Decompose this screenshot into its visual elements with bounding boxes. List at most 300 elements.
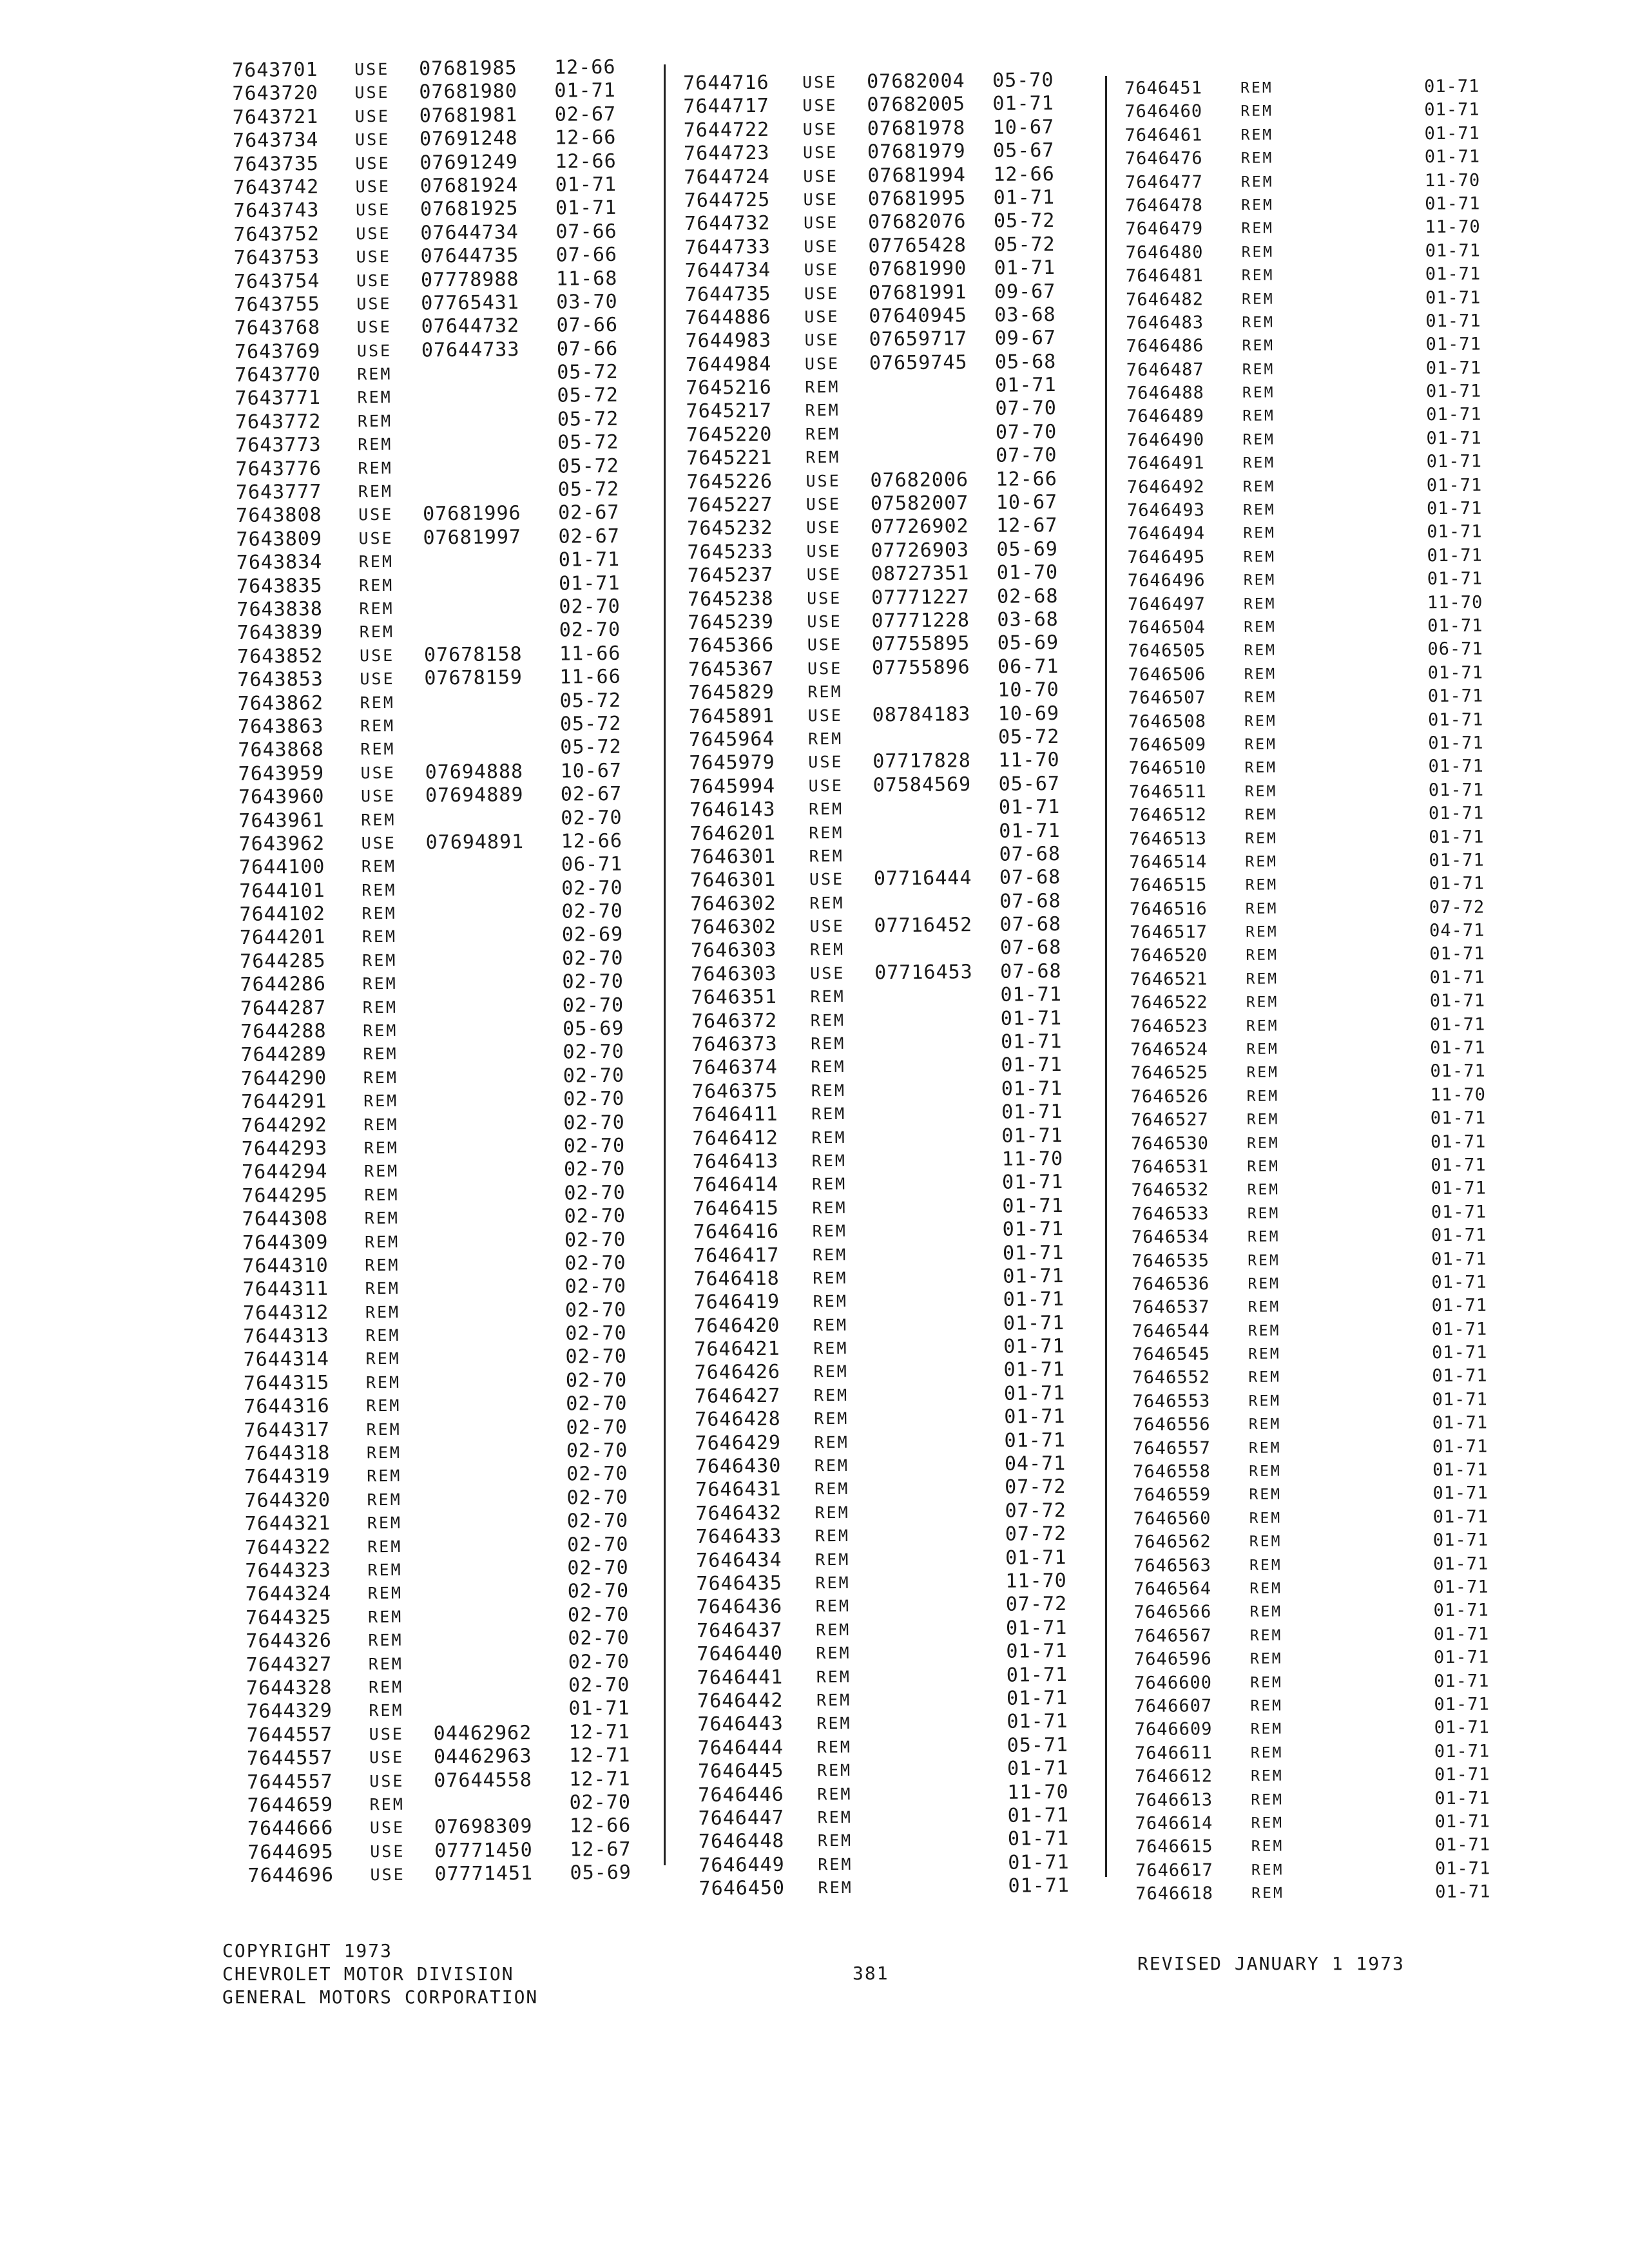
part-row — [684, 209, 1097, 236]
part-row — [1128, 731, 1541, 757]
change-date: 05-72 — [557, 431, 619, 454]
part-row — [1131, 1130, 1543, 1156]
change-date: 01-71 — [1434, 1694, 1490, 1715]
change-date: 01-71 — [1433, 1600, 1489, 1621]
part-number: 7644100 — [238, 856, 325, 879]
change-date: 02-70 — [561, 876, 623, 900]
part-number: 7643769 — [234, 340, 321, 363]
change-date: 01-71 — [1431, 1225, 1487, 1246]
part-number: 7646513 — [1129, 828, 1208, 849]
change-date: 11-70 — [1425, 216, 1481, 238]
part-number: 7646435 — [696, 1571, 783, 1595]
part-status: REM — [1248, 1392, 1282, 1410]
part-number: 7646516 — [1129, 898, 1208, 919]
part-status: REM — [361, 880, 397, 899]
part-number: 7644717 — [683, 95, 770, 119]
part-row — [244, 1439, 670, 1466]
part-row — [691, 1006, 1104, 1033]
change-date: 07-66 — [556, 314, 619, 337]
change-date: 01-71 — [1427, 545, 1483, 566]
part-number: 7644322 — [245, 1535, 331, 1559]
change-date: 01-71 — [558, 548, 621, 572]
part-number: 7646537 — [1132, 1297, 1210, 1318]
change-date: 05-72 — [994, 233, 1055, 256]
part-row — [233, 149, 658, 177]
part-status: REM — [816, 1737, 852, 1757]
change-date: 05-69 — [570, 1861, 632, 1885]
change-date: 05-71 — [1007, 1733, 1069, 1757]
change-date: 02-70 — [567, 1556, 629, 1580]
part-number: 7645220 — [686, 423, 773, 447]
change-date: 11-70 — [1001, 1147, 1064, 1171]
part-number: 7646480 — [1125, 242, 1204, 263]
part-status: USE — [802, 96, 838, 115]
part-number: 7646482 — [1126, 289, 1204, 310]
change-date: 09-67 — [994, 280, 1056, 303]
part-number: 7643862 — [237, 691, 324, 715]
change-date: 01-70 — [996, 561, 1059, 584]
part-row — [247, 1720, 672, 1747]
part-row — [688, 608, 1100, 635]
part-status: REM — [1244, 759, 1278, 777]
part-row — [1130, 1036, 1543, 1062]
change-date: 05-67 — [992, 139, 1055, 162]
part-number: 7646411 — [691, 1102, 778, 1127]
change-date: 07-72 — [1005, 1499, 1066, 1523]
part-number: 7644722 — [683, 118, 770, 142]
part-row — [235, 430, 660, 457]
part-number: 7646566 — [1133, 1602, 1212, 1623]
change-date: 01-71 — [1005, 1616, 1068, 1640]
part-number: 7646443 — [697, 1713, 784, 1736]
part-number: 7646525 — [1130, 1062, 1209, 1084]
part-row — [246, 1626, 671, 1653]
part-row — [1131, 1083, 1543, 1109]
change-date: 12-66 — [555, 149, 617, 173]
part-number: 7646301 — [689, 869, 776, 892]
part-status: REM — [816, 1714, 852, 1733]
part-row — [242, 1134, 667, 1161]
part-row — [1124, 98, 1537, 124]
replacement-part-number: 07778988 — [420, 267, 519, 291]
part-row — [241, 1064, 666, 1091]
part-row — [1127, 544, 1539, 570]
replacement-part-number: 07681990 — [868, 257, 967, 281]
change-date: 01-71 — [1432, 1530, 1489, 1551]
part-row — [1126, 403, 1539, 429]
part-number: 7646609 — [1134, 1719, 1213, 1740]
part-number: 7643776 — [235, 457, 322, 481]
part-status: REM — [1250, 1744, 1284, 1762]
part-status: USE — [369, 1724, 404, 1744]
part-number: 7645227 — [686, 493, 773, 517]
part-row — [684, 162, 1096, 189]
change-date: 12-71 — [568, 1744, 631, 1767]
part-row — [1126, 427, 1539, 452]
replacement-part-number: 07726903 — [871, 538, 970, 562]
change-date: 07-68 — [999, 936, 1062, 960]
change-date: 01-71 — [1427, 686, 1484, 707]
part-number: 7643754 — [233, 269, 320, 293]
part-row — [689, 749, 1101, 776]
change-date: 01-71 — [1003, 1264, 1065, 1288]
change-date: 01-71 — [1007, 1710, 1068, 1734]
part-row — [242, 1158, 667, 1185]
part-number: 7646375 — [691, 1079, 778, 1103]
part-number: 7646613 — [1135, 1789, 1213, 1811]
change-date: 05-72 — [557, 407, 619, 431]
part-number: 7643734 — [232, 129, 319, 153]
part-status: USE — [356, 271, 392, 290]
part-row — [239, 852, 664, 879]
change-date: 01-71 — [1425, 240, 1481, 261]
replacement-part-number: 07659745 — [869, 351, 968, 375]
part-row — [694, 1288, 1106, 1315]
replacement-part-number: 07755896 — [871, 655, 970, 680]
change-date: 05-69 — [563, 1017, 624, 1041]
replacement-part-number: 07691249 — [419, 150, 519, 175]
part-status: REM — [811, 1128, 847, 1147]
part-number: 7643777 — [235, 480, 322, 505]
change-date: 03-70 — [556, 290, 618, 314]
part-number: 7644319 — [244, 1465, 331, 1489]
part-status: USE — [807, 611, 842, 631]
change-date: 01-71 — [1431, 1249, 1487, 1269]
part-number: 7646523 — [1130, 1015, 1208, 1037]
part-number: 7646521 — [1130, 969, 1208, 990]
part-status: USE — [809, 916, 845, 936]
part-status: REM — [365, 1372, 401, 1392]
part-status: REM — [815, 1550, 851, 1569]
part-row — [246, 1650, 671, 1677]
part-number: 7644984 — [685, 352, 772, 376]
part-status: REM — [1249, 1603, 1283, 1621]
part-row — [236, 595, 662, 622]
part-row — [689, 795, 1102, 822]
change-date: 01-71 — [1002, 1241, 1065, 1265]
part-status: REM — [366, 1396, 401, 1416]
part-number: 7646426 — [694, 1361, 781, 1385]
replacement-part-number: 07717828 — [872, 749, 971, 773]
part-number: 7643735 — [233, 152, 320, 176]
change-date: 01-71 — [1432, 1412, 1489, 1434]
change-date: 01-71 — [1431, 1178, 1487, 1199]
change-date: 01-71 — [1429, 967, 1485, 988]
part-status: REM — [362, 974, 398, 994]
part-number: 7646494 — [1127, 523, 1206, 544]
part-number: 7643701 — [232, 58, 318, 82]
change-date: 07-66 — [555, 243, 618, 267]
part-number: 7644324 — [245, 1582, 332, 1606]
replacement-part-number: 07726902 — [871, 515, 969, 539]
part-status: REM — [358, 435, 393, 454]
part-row — [697, 1710, 1110, 1737]
part-number: 7643838 — [236, 597, 323, 621]
part-number: 7643720 — [232, 82, 319, 106]
part-number: 7646418 — [693, 1267, 780, 1291]
part-number: 7646301 — [689, 845, 776, 869]
part-number: 7644659 — [247, 1793, 334, 1817]
part-status: REM — [1246, 1111, 1280, 1129]
change-date: 01-71 — [1428, 709, 1484, 730]
part-status: REM — [1244, 689, 1277, 707]
change-date: 01-71 — [1430, 1108, 1487, 1129]
change-date: 07-72 — [1429, 897, 1485, 918]
change-date: 01-71 — [1001, 1124, 1063, 1148]
part-row — [695, 1381, 1107, 1408]
part-status: REM — [809, 893, 845, 913]
part-status: REM — [1246, 1064, 1280, 1082]
part-status: REM — [359, 575, 394, 595]
part-row — [698, 1780, 1110, 1807]
replacement-part-number: 07771228 — [871, 609, 970, 633]
part-row — [1130, 943, 1542, 968]
part-number: 7646461 — [1124, 125, 1203, 146]
part-row — [247, 1791, 672, 1818]
part-status: USE — [807, 658, 843, 678]
change-date: 02-67 — [560, 782, 622, 806]
part-row — [243, 1298, 668, 1325]
change-date: 01-71 — [1007, 1803, 1070, 1827]
part-number: 7646433 — [695, 1524, 782, 1549]
part-number: 7646414 — [692, 1173, 779, 1197]
part-number: 7646535 — [1132, 1250, 1210, 1271]
part-row — [238, 829, 664, 856]
part-row — [686, 397, 1098, 424]
part-status: REM — [805, 377, 840, 397]
change-date: 11-70 — [1005, 1569, 1067, 1593]
part-status: REM — [1247, 1158, 1280, 1175]
part-status: REM — [1242, 431, 1276, 448]
part-status: USE — [354, 59, 390, 79]
change-date: 01-71 — [558, 572, 621, 595]
part-row — [698, 1733, 1110, 1760]
part-status: REM — [1248, 1369, 1281, 1387]
part-row — [686, 373, 1098, 400]
part-row — [689, 819, 1102, 846]
part-row — [1135, 1857, 1548, 1883]
part-number: 7646514 — [1129, 852, 1208, 872]
part-number: 7645221 — [686, 447, 773, 470]
part-status: USE — [355, 200, 391, 220]
part-row — [232, 55, 657, 82]
part-row — [688, 584, 1100, 611]
change-date: 02-70 — [566, 1533, 629, 1557]
part-row — [247, 1814, 673, 1841]
part-status: REM — [805, 448, 841, 467]
change-date: 01-71 — [993, 186, 1055, 209]
part-row — [1133, 1599, 1546, 1624]
part-number: 7646495 — [1127, 547, 1206, 568]
part-row — [247, 1861, 673, 1888]
part-row — [685, 303, 1097, 330]
part-number: 7646553 — [1132, 1391, 1211, 1412]
part-status: USE — [355, 177, 391, 197]
part-number: 7646491 — [1126, 453, 1205, 474]
change-date: 07-72 — [1005, 1593, 1068, 1617]
change-date: 05-72 — [557, 360, 619, 384]
part-row — [684, 186, 1097, 213]
part-row — [1126, 356, 1539, 382]
part-row — [690, 912, 1103, 939]
part-row — [1133, 1411, 1545, 1437]
part-row — [246, 1603, 671, 1630]
part-number: 7646303 — [690, 939, 777, 963]
change-date: 01-71 — [994, 256, 1056, 280]
part-number: 7644321 — [244, 1512, 331, 1536]
part-row — [684, 139, 1096, 166]
part-number: 7643742 — [233, 175, 320, 199]
replacement-part-number: 07694891 — [425, 830, 525, 854]
change-date: 02-67 — [554, 102, 617, 126]
part-number: 7646476 — [1124, 148, 1203, 169]
part-row — [695, 1499, 1108, 1526]
part-row — [1132, 1388, 1545, 1414]
part-row — [1135, 1740, 1547, 1765]
part-number: 7646445 — [697, 1759, 784, 1783]
part-status: REM — [813, 1362, 849, 1381]
part-row — [241, 1087, 666, 1114]
revision-date: REVISED JANUARY 1 1973 — [1137, 1953, 1405, 1974]
part-number: 7644323 — [245, 1559, 332, 1582]
part-status: REM — [810, 1010, 846, 1030]
part-number: 7644311 — [242, 1278, 329, 1302]
part-status: REM — [363, 1021, 398, 1041]
part-number: 7644317 — [244, 1418, 331, 1442]
part-row — [235, 337, 660, 364]
change-date: 02-67 — [558, 501, 620, 525]
part-number: 7645217 — [686, 399, 773, 423]
part-row — [1133, 1481, 1545, 1507]
part-number: 7646351 — [691, 986, 778, 1010]
part-status: REM — [364, 1232, 400, 1251]
part-number: 7644724 — [684, 165, 771, 189]
part-number: 7646557 — [1132, 1437, 1211, 1459]
part-row — [688, 561, 1100, 588]
change-date: 02-70 — [564, 1204, 626, 1228]
part-number: 7643755 — [234, 293, 320, 316]
part-number: 7644309 — [242, 1231, 329, 1254]
part-number: 7646617 — [1135, 1860, 1213, 1881]
part-number: 7646563 — [1133, 1555, 1212, 1576]
part-number: 7644291 — [240, 1090, 327, 1114]
change-date: 01-71 — [1434, 1717, 1490, 1738]
part-number: 7646532 — [1131, 1180, 1210, 1201]
part-row — [245, 1533, 670, 1560]
change-date: 01-71 — [1431, 1155, 1487, 1176]
part-number: 7644734 — [684, 258, 771, 283]
part-number: 7643835 — [236, 574, 323, 598]
change-date: 09-67 — [994, 327, 1057, 351]
part-status: REM — [1243, 525, 1276, 543]
part-row — [235, 454, 660, 481]
part-row — [687, 514, 1099, 541]
part-row — [697, 1663, 1110, 1690]
part-status: REM — [1251, 1814, 1284, 1832]
part-status: REM — [1249, 1627, 1283, 1644]
part-status: USE — [360, 786, 396, 806]
part-status: REM — [367, 1466, 402, 1486]
part-number: 7646302 — [690, 915, 777, 939]
part-number: 7646505 — [1128, 640, 1206, 662]
part-number: 7646618 — [1135, 1883, 1214, 1905]
part-status: REM — [1249, 1533, 1282, 1551]
part-number: 7645891 — [688, 704, 775, 728]
part-row — [1128, 637, 1540, 663]
part-status: REM — [813, 1268, 848, 1288]
part-status: REM — [1247, 1228, 1280, 1246]
part-row — [238, 806, 664, 833]
part-status: REM — [363, 1044, 398, 1064]
change-date: 02-70 — [563, 1087, 625, 1111]
part-row — [1132, 1247, 1544, 1273]
part-number: 7644725 — [684, 188, 771, 212]
change-date: 01-71 — [1429, 850, 1485, 871]
part-row — [239, 899, 664, 927]
part-number: 7646504 — [1128, 617, 1206, 638]
change-date: 02-70 — [568, 1626, 630, 1650]
replacement-part-number: 04462963 — [433, 1745, 532, 1769]
part-number: 7645237 — [687, 564, 774, 588]
part-status: REM — [814, 1432, 849, 1452]
part-status: REM — [814, 1409, 849, 1428]
part-row — [684, 233, 1097, 260]
change-date: 05-72 — [557, 477, 620, 501]
parts-column-1 — [232, 55, 673, 1888]
change-date: 10-67 — [996, 490, 1058, 514]
part-status: REM — [363, 1068, 399, 1088]
part-number: 7645367 — [688, 657, 775, 681]
part-row — [238, 736, 663, 763]
part-number: 7644289 — [240, 1043, 327, 1067]
change-date: 07-68 — [1000, 959, 1062, 983]
part-row — [238, 782, 664, 809]
part-status: REM — [813, 1315, 849, 1335]
change-date: 11-70 — [1430, 1084, 1487, 1105]
change-date: 05-72 — [559, 712, 622, 736]
change-date: 01-71 — [1000, 983, 1062, 1006]
change-date: 01-71 — [1430, 1037, 1486, 1059]
part-number: 7644326 — [246, 1629, 333, 1653]
part-number: 7644327 — [246, 1653, 333, 1677]
change-date: 02-68 — [996, 584, 1059, 608]
part-status: REM — [815, 1526, 851, 1546]
change-date: 02-70 — [563, 1111, 625, 1135]
part-row — [1132, 1294, 1545, 1320]
part-number: 7646430 — [695, 1454, 782, 1478]
change-date: 07-68 — [999, 889, 1061, 913]
part-number: 7643768 — [234, 316, 321, 340]
part-status: USE — [802, 143, 838, 162]
part-row — [685, 327, 1097, 354]
part-number: 7643809 — [236, 527, 323, 551]
part-number: 7644293 — [241, 1137, 328, 1160]
part-status: REM — [1246, 947, 1278, 965]
page-number: 381 — [853, 1963, 889, 1984]
change-date: 07-68 — [999, 912, 1062, 936]
part-status: USE — [356, 224, 391, 244]
part-number: 7645232 — [687, 517, 773, 541]
change-date: 02-70 — [566, 1392, 628, 1416]
part-status: REM — [810, 987, 845, 1006]
change-date: 01-71 — [1434, 1858, 1491, 1879]
part-number: 7646614 — [1135, 1813, 1213, 1834]
part-status: REM — [1244, 642, 1277, 660]
change-date: 02-70 — [565, 1345, 628, 1369]
change-date: 01-71 — [1426, 451, 1483, 472]
part-number: 7646556 — [1132, 1414, 1211, 1436]
part-status: REM — [1244, 619, 1277, 636]
